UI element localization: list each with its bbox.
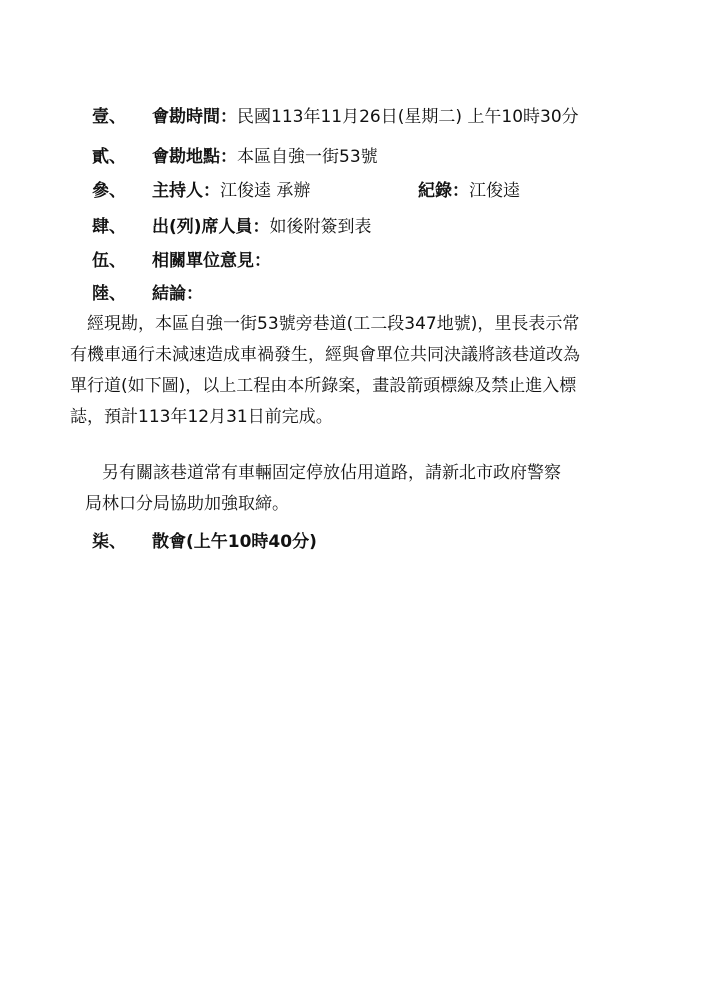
item-label: 會勘時間：: [152, 106, 237, 127]
paragraph-line: 有機車通行未減速造成車禍發生，經與會單位共同決議將該巷道改為: [70, 345, 580, 365]
recorder-field: [418, 175, 520, 201]
item-label: 相關單位意見：: [152, 250, 271, 271]
item-number: 參、: [92, 180, 126, 201]
item-label: 結論：: [152, 283, 203, 304]
conclusion-paragraph: [70, 309, 645, 433]
item-meeting-time: [92, 101, 579, 127]
item-number: 壹、: [92, 106, 126, 127]
item-number: 伍、: [92, 250, 126, 271]
paragraph-line: 另有關該巷道常有車輛固定停放佔用道路，請新北市政府警察: [102, 463, 561, 483]
item-value: 如後附簽到表: [269, 216, 372, 237]
item-number: 柒、: [92, 531, 126, 552]
item-number: 貳、: [92, 146, 126, 167]
enforcement-paragraph: [85, 458, 677, 520]
item-value: 江俊逵 承辦: [220, 180, 311, 201]
item-value: 本區自強一街53號: [237, 146, 378, 167]
item-label: 主持人：: [152, 180, 220, 201]
item-number: 陸、: [92, 283, 126, 304]
item-label: 會勘地點：: [152, 146, 237, 167]
item-unit-opinions: [92, 245, 271, 271]
paragraph-line: 經現勘，本區自強一街53號旁巷道(工二段347地號)，里長表示常: [87, 314, 580, 334]
item-label: 出(列)席人員：: [152, 216, 270, 237]
item-value: 民國113年11月26日(星期二) 上午10時30分: [237, 106, 579, 127]
item-label: 散會(上午10時40分): [152, 531, 317, 552]
item-number: 肆、: [92, 216, 126, 237]
paragraph-line: 單行道(如下圖)，以上工程由本所錄案，畫設箭頭標線及禁止進入標: [70, 376, 577, 396]
item-conclusion: [92, 278, 203, 304]
recorder-value: 江俊逵: [469, 180, 520, 201]
item-attendees: [92, 211, 372, 237]
recorder-label: 紀錄：: [418, 180, 469, 201]
item-meeting-location: [92, 141, 378, 167]
paragraph-line: 局林口分局協助加強取締。: [85, 494, 289, 514]
item-adjourn: [92, 526, 317, 552]
item-host: [92, 175, 612, 201]
paragraph-line: 誌，預計113年12月31日前完成。: [70, 407, 333, 427]
